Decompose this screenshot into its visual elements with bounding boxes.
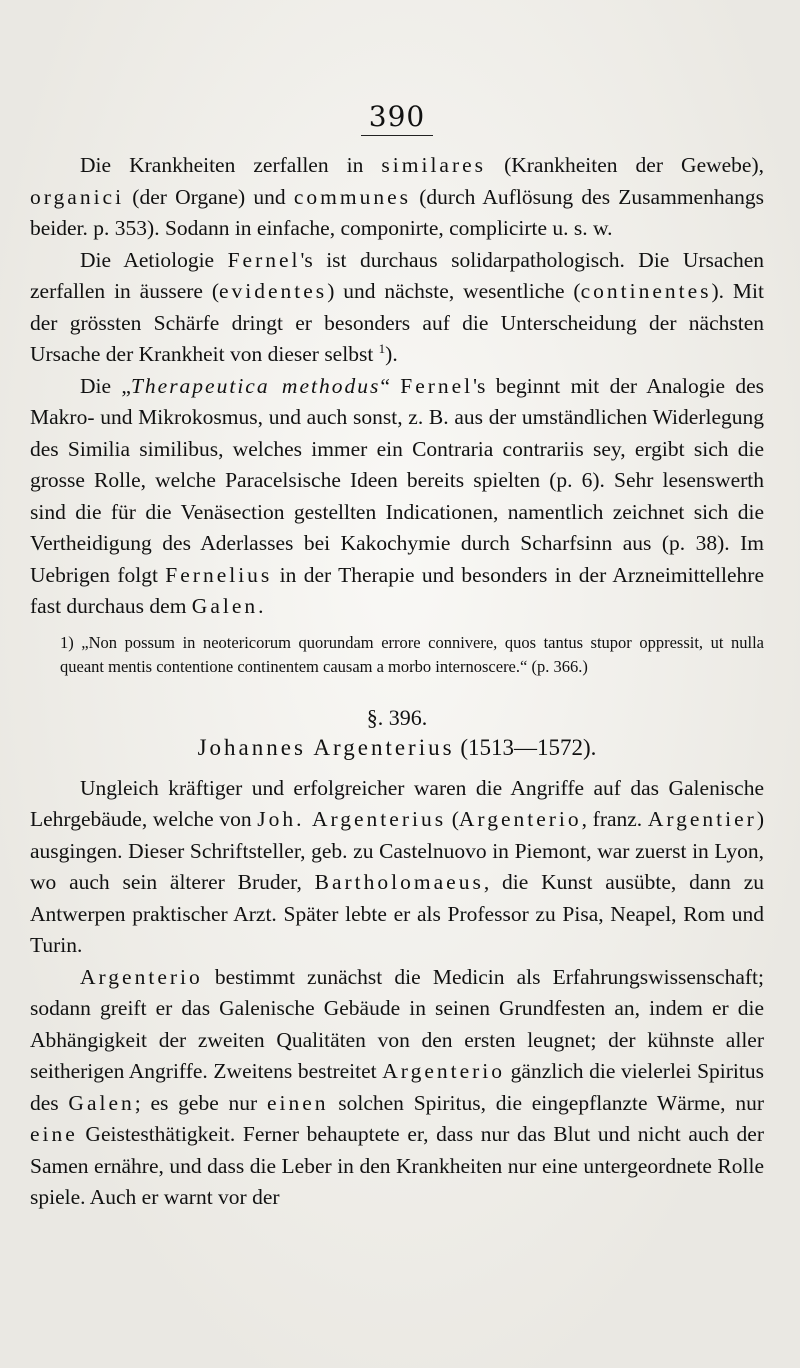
text-run: ) und nächste, wesentliche ( (327, 279, 581, 303)
spaced-name: Fernel (227, 247, 301, 272)
paragraph (30, 150, 764, 245)
text-run: . (258, 594, 264, 618)
text-run: (der Organe) und (124, 184, 294, 209)
spaced-name: Argenterio (382, 1059, 506, 1083)
text-run: Geistesthätigkeit. Ferner behauptete er, dass nur das Blut und nicht auch der Samen ernähre, und dass die Leber in den Krankheiten nur eine untergeordnete Rolle spiele. Auch er warnt vor der (30, 1122, 764, 1209)
text-run: ). (385, 342, 398, 366)
text-run: Ungleich kräftiger und erfolgreicher waren die Angriffe auf das Galenische Lehrgebäude, welche von (30, 775, 764, 831)
text-run: ; es gebe nur (134, 1090, 267, 1115)
spaced-name: continentes (580, 279, 712, 303)
spaced-name: einen (266, 1090, 329, 1115)
text-run: (durch Auflösung des Zusammenhangs beider. p. 353). Sodann in einfache, componirte, complicirte u. s. w. (30, 184, 764, 240)
text-run: in der Therapie und besonders in der Arzneimittellehre fast durchaus dem (30, 562, 764, 618)
paragraph (30, 962, 764, 1214)
text-run: ). Mit der grössten Schärfe dringt er besonders auf die Unterscheidung der nächsten Ursache der Krankheit von dieser selbst (30, 279, 764, 366)
text-run: Die Aetiologie (80, 247, 228, 272)
spaced-name: Galen (191, 594, 259, 618)
spaced-name: Argentier (647, 807, 757, 831)
section-heading-dates: (1513—1572). (454, 734, 597, 760)
text-run: Die „ (80, 373, 131, 398)
section-number: §. 396. (366, 704, 428, 730)
spaced-name: organici (30, 184, 125, 209)
spaced-name: Argenterio (80, 964, 203, 989)
spaced-name: Bartholomaeus (314, 870, 484, 894)
paragraph (30, 773, 764, 962)
page-number: 390 (30, 100, 764, 136)
spaced-name: eine (30, 1122, 78, 1146)
spaced-name: communes (293, 184, 412, 209)
text-run: (Krankheiten der Gewebe), (486, 153, 765, 177)
footnote-marker: 1 (378, 340, 386, 356)
paragraph (30, 245, 764, 371)
spaced-name: evidentes (218, 279, 328, 303)
section-heading-name: Johannes Argenterius (197, 734, 455, 760)
text-run: Die Krankheiten zerfallen in (80, 153, 382, 177)
footnote: 1) „Non possum in neotericorum quorundam errore connivere, quos tantus stupor oppressit, ut nulla queant mentis contentione continentem causam a morbo internoscere.“ (p. 366.) (60, 632, 764, 676)
text-run: ) ausgingen. Dieser Schriftsteller, geb. zu Castelnuovo in Piemont, war zuerst in Lyon, wo auch sein älterer Bruder, (30, 807, 764, 894)
text-run: , franz. (581, 807, 648, 831)
spaced-name: Argenterio (458, 807, 582, 831)
text-run: 's ist durchaus solidarpathologisch. Die Ursachen zerfallen in äussere ( (30, 247, 764, 303)
text-run: 's beginnt mit der Analogie des Makro- und Mikrokosmus, und auch sonst, z. B. aus der umständlichen Widerlegung des Similia similibus, welches immer ein Contraria contrariis sey, ergibt sich die grosse Rolle, welche Paracelsische Ideen bereits spielten (p. 6). Sehr lesenswerth sind die für die Venäsection gestellten Indicationen, namentlich zeichnet sich die Vertheidigung des Aderlasses bei Kakochymie durch Scharfsinn aus (p. 38). Im Uebrigen folgt (30, 373, 765, 587)
text-run: ( (446, 807, 459, 831)
text-run: , die Kunst ausübte, dann zu Antwerpen praktischer Arzt. Später lebte er als Professor zu Pisa, Neapel, Rom und Turin. (30, 870, 764, 957)
spaced-name: Fernel (400, 373, 474, 398)
section-heading (30, 735, 764, 761)
italic-title: Therapeutica methodus (130, 373, 381, 398)
body-text-block-1 (30, 150, 764, 623)
spaced-name: Galen (68, 1090, 135, 1115)
text-run: “ (380, 373, 401, 398)
text-run: solchen Spiritus, die eingepflanzte Wärme, nur (328, 1090, 764, 1115)
text-run: gänzlich die vielerlei Spiritus des (30, 1059, 764, 1115)
spaced-name: Joh. Argenterius (257, 807, 447, 831)
spaced-name: Fernelius (165, 562, 273, 587)
text-run: bestimmt zunächst die Medicin als Erfahrungswissenschaft; sodann greift er das Galenische Gebäude in seinen Grundfesten an, indem er die Abhängigkeit der zweiten Qualitäten von den ersten leugnet; der kühnste aller seitherigen Angriffe. Zweitens bestreitet (30, 964, 764, 1083)
spaced-name: similares (381, 153, 487, 177)
paragraph (30, 371, 764, 623)
body-text-block-2 (30, 773, 764, 1214)
